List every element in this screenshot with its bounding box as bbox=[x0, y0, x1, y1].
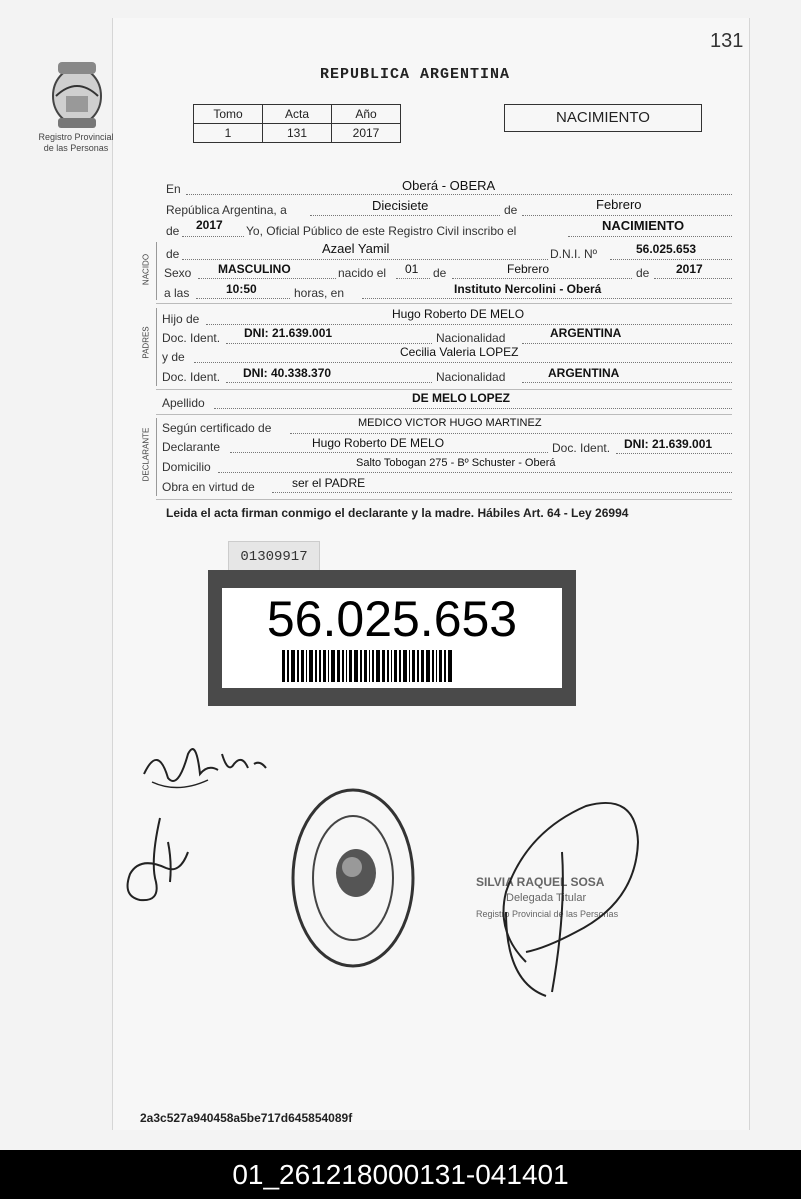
barcode-bar bbox=[306, 650, 307, 682]
declarante-doc-value: DNI: 21.639.001 bbox=[624, 437, 713, 451]
father-name-value: Hugo Roberto DE MELO bbox=[392, 307, 525, 321]
declarant-signature-icon bbox=[120, 812, 200, 908]
oficial-label: Yo, Oficial Público de este Registro Civil inscribo el bbox=[246, 224, 517, 238]
barcode-bar bbox=[394, 650, 397, 682]
barcode-bar bbox=[360, 650, 362, 682]
barcode-bar bbox=[315, 650, 317, 682]
barcode-bar bbox=[337, 650, 340, 682]
page-number: 131 bbox=[710, 30, 744, 52]
barcode-bar bbox=[323, 650, 326, 682]
dotted-line bbox=[230, 452, 548, 453]
section-separator bbox=[156, 414, 732, 415]
barcode-bar bbox=[369, 650, 370, 682]
barcode-bar bbox=[426, 650, 430, 682]
stamp-line3: Registro Provincial de las Personas bbox=[476, 909, 619, 919]
header-ano: Año bbox=[332, 105, 401, 124]
dotted-line bbox=[182, 236, 244, 237]
barcode-bar bbox=[342, 650, 344, 682]
child-name-value: Azael Yamil bbox=[322, 241, 390, 256]
dotted-line bbox=[362, 298, 732, 299]
dotted-line bbox=[310, 215, 500, 216]
mother-name-value: Cecilia Valeria LOPEZ bbox=[400, 345, 519, 359]
scan-code-bar bbox=[0, 1150, 801, 1199]
birth-day-value: 01 bbox=[405, 262, 419, 276]
mother-doc-value: DNI: 40.338.370 bbox=[243, 366, 332, 380]
dotted-line bbox=[610, 259, 732, 260]
value-ano: 2017 bbox=[332, 124, 401, 143]
barcode-bar bbox=[399, 650, 401, 682]
barcode-bar bbox=[364, 650, 367, 682]
barcode-bar bbox=[387, 650, 389, 682]
logo-caption bbox=[30, 132, 122, 154]
barcode-bar bbox=[448, 650, 452, 682]
section-divider bbox=[156, 308, 157, 386]
value-acta: 131 bbox=[263, 124, 332, 143]
mother-nat-value: ARGENTINA bbox=[548, 366, 620, 380]
cert-label: Según certificado de bbox=[162, 421, 272, 435]
barcode-bar bbox=[421, 650, 424, 682]
barcode-bar bbox=[331, 650, 335, 682]
dotted-line bbox=[568, 236, 732, 237]
de-label-year: de bbox=[636, 266, 650, 280]
day-value: Diecisiete bbox=[372, 198, 429, 213]
de-label-nacido: de bbox=[166, 247, 180, 261]
header-tomo: Tomo bbox=[194, 105, 263, 124]
barcode-bar bbox=[417, 650, 419, 682]
yde-label: y de bbox=[162, 350, 185, 364]
father-nat-value: ARGENTINA bbox=[550, 326, 622, 340]
section-divider bbox=[156, 242, 157, 300]
section-separator bbox=[156, 499, 732, 500]
dotted-line bbox=[272, 492, 732, 493]
logo-caption-line1: Registro Provincial bbox=[38, 132, 114, 142]
dni-label: D.N.I. Nº bbox=[550, 247, 598, 261]
barcode-bar bbox=[382, 650, 385, 682]
hijo-label: Hijo de bbox=[162, 312, 200, 326]
value-tomo: 1 bbox=[194, 124, 263, 143]
section-divider bbox=[156, 418, 157, 496]
birth-year-value: 2017 bbox=[676, 262, 703, 276]
domicilio-value: Salto Tobogan 275 - Bº Schuster - Oberá bbox=[356, 457, 556, 469]
barcode-bar bbox=[309, 650, 313, 682]
sticker-number: 56.025.653 bbox=[266, 591, 518, 647]
dotted-line bbox=[522, 215, 732, 216]
dotted-line bbox=[218, 472, 732, 473]
registry-table bbox=[193, 104, 401, 143]
sexo-value: MASCULINO bbox=[218, 262, 291, 276]
dni-sticker bbox=[208, 570, 576, 706]
dotted-line bbox=[186, 194, 732, 195]
dotted-line bbox=[196, 298, 290, 299]
horas-label: horas, en bbox=[294, 286, 345, 300]
padres-section-label: PADRES bbox=[141, 326, 151, 359]
barcode-bar bbox=[391, 650, 392, 682]
barcode-bar bbox=[436, 650, 437, 682]
officer-signature-icon bbox=[486, 792, 646, 1002]
de-label-2: de bbox=[166, 224, 180, 238]
barcode-bar bbox=[297, 650, 299, 682]
dotted-line bbox=[226, 343, 432, 344]
dotted-line bbox=[198, 278, 336, 279]
doc-ident-label: Doc. Ident. bbox=[162, 331, 221, 345]
stamp-line1: SILVIA RAQUEL SOSA bbox=[476, 875, 605, 889]
time-value: 10:50 bbox=[226, 282, 257, 296]
barcode bbox=[282, 650, 502, 682]
nacido-section-label: NACIDO bbox=[141, 253, 151, 286]
declarante-section-label: DECLARANTE bbox=[141, 427, 151, 482]
cert-value: MEDICO VICTOR HUGO MARTINEZ bbox=[358, 417, 542, 429]
barcode-bar bbox=[432, 650, 434, 682]
sexo-label: Sexo bbox=[164, 266, 192, 280]
barcode-bar bbox=[346, 650, 347, 682]
year-value: 2017 bbox=[196, 218, 223, 232]
nacionalidad-label: Nacionalidad bbox=[436, 331, 506, 345]
section-separator bbox=[156, 303, 732, 304]
serial-number: 01309917 bbox=[228, 541, 320, 573]
document-title: REPUBLICA ARGENTINA bbox=[320, 66, 511, 83]
month-value: Febrero bbox=[596, 197, 642, 212]
barcode-bar bbox=[409, 650, 410, 682]
barcode-bar bbox=[376, 650, 380, 682]
official-seal-icon bbox=[288, 785, 418, 971]
barcode-bar bbox=[319, 650, 321, 682]
barcode-bar bbox=[372, 650, 374, 682]
dotted-line bbox=[452, 278, 632, 279]
stamp-line2: Delegada Titular bbox=[506, 892, 587, 904]
declarante-value: Hugo Roberto DE MELO bbox=[312, 436, 445, 450]
dotted-line bbox=[654, 278, 732, 279]
apellido-label: Apellido bbox=[162, 396, 205, 410]
apellido-value: DE MELO LOPEZ bbox=[412, 391, 511, 405]
province-coat-of-arms-icon bbox=[44, 56, 110, 132]
sticker-panel bbox=[222, 588, 562, 688]
de-label-birth: de bbox=[433, 266, 447, 280]
scan-code: 01_261218000131-041401 bbox=[232, 1159, 569, 1190]
obra-value: ser el PADRE bbox=[292, 476, 366, 490]
republica-label: República Argentina, a bbox=[166, 203, 287, 217]
doc-ident-label-2: Doc. Ident. bbox=[162, 370, 221, 384]
nacionalidad-label-2: Nacionalidad bbox=[436, 370, 506, 384]
barcode-bar bbox=[444, 650, 446, 682]
dotted-line bbox=[290, 433, 732, 434]
en-label: En bbox=[166, 182, 181, 196]
barcode-bar bbox=[403, 650, 407, 682]
dotted-line bbox=[616, 453, 732, 454]
birth-place-value: Instituto Nercolini - Oberá bbox=[454, 282, 602, 296]
dotted-line bbox=[194, 362, 732, 363]
barcode-bar bbox=[291, 650, 295, 682]
dotted-line bbox=[206, 324, 732, 325]
dotted-line bbox=[226, 382, 432, 383]
dotted-line bbox=[522, 382, 732, 383]
alas-label: a las bbox=[164, 286, 190, 300]
barcode-bar bbox=[282, 650, 285, 682]
barcode-bar bbox=[349, 650, 352, 682]
place-value: Oberá - OBERA bbox=[402, 178, 496, 193]
barcode-bar bbox=[412, 650, 415, 682]
document-hash: 2a3c527a940458a5be717d645854089f bbox=[140, 1111, 353, 1125]
document-type-box: NACIMIENTO bbox=[504, 104, 702, 132]
dotted-line bbox=[396, 278, 430, 279]
father-doc-value: DNI: 21.639.001 bbox=[244, 326, 333, 340]
header-acta: Acta bbox=[263, 105, 332, 124]
barcode-bar bbox=[301, 650, 304, 682]
barcode-bar bbox=[328, 650, 329, 682]
barcode-bar bbox=[439, 650, 442, 682]
section-separator bbox=[156, 389, 732, 390]
domicilio-label: Domicilio bbox=[162, 460, 211, 474]
declarante-label: Declarante bbox=[162, 440, 221, 454]
nacido-el-label: nacido el bbox=[338, 266, 387, 280]
dotted-line bbox=[522, 343, 732, 344]
dotted-line bbox=[214, 408, 732, 409]
obra-label: Obra en virtud de bbox=[162, 480, 255, 494]
de-label: de bbox=[504, 203, 518, 217]
dotted-line bbox=[182, 259, 548, 260]
child-dni-value: 56.025.653 bbox=[636, 242, 697, 256]
mother-signature-icon bbox=[138, 734, 278, 794]
doc-ident-label-3: Doc. Ident. bbox=[552, 441, 611, 455]
barcode-bar bbox=[354, 650, 358, 682]
legal-text: Leida el acta firman conmigo el declarante y la madre. Hábiles Art. 64 - Ley 26994 bbox=[166, 506, 629, 520]
logo-caption-line2: de las Personas bbox=[43, 143, 109, 153]
inscribe-type-value: NACIMIENTO bbox=[602, 218, 685, 233]
birth-month-value: Febrero bbox=[507, 262, 550, 276]
barcode-bar bbox=[287, 650, 289, 682]
